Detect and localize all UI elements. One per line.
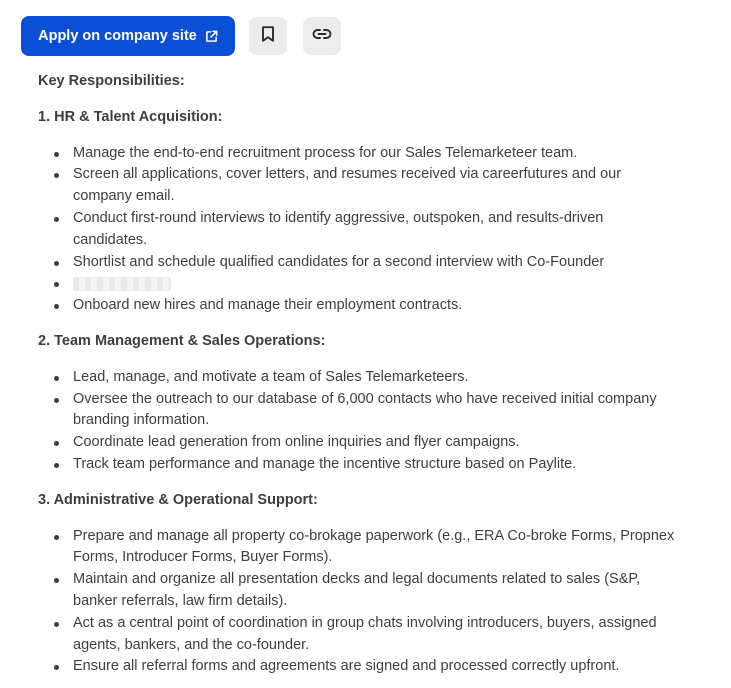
- list-item: Prepare and manage all property co-brokage paperwork (e.g., ERA Co-broke Forms, Propnex Forms, Introducer Forms, Buyer Forms).: [38, 526, 678, 570]
- list-item: Track team performance and manage the incentive structure based on Paylite.: [38, 454, 678, 476]
- section-title-admin-support: 3. Administrative & Operational Support:: [38, 491, 318, 508]
- list-item: Lead, manage, and motivate a team of Sales Telemarketeers.: [38, 367, 678, 389]
- link-icon: [312, 27, 332, 45]
- bookmark-icon: [260, 25, 276, 48]
- bookmark-button[interactable]: [249, 17, 287, 55]
- list-item: Screen all applications, cover letters, and resumes received via careerfutures and our company email.: [38, 164, 678, 208]
- team-management-list: [38, 367, 678, 476]
- section-title-hr: 1. HR & Talent Acquisition:: [38, 108, 223, 125]
- list-item: Conduct first-round interviews to identify aggressive, outspoken, and results-driven candidates.: [38, 208, 678, 252]
- job-description: [38, 70, 678, 678]
- job-actions-toolbar: [21, 16, 341, 56]
- external-link-icon: [205, 30, 218, 43]
- apply-button-label: Apply on company site: [38, 28, 197, 44]
- redacted-line: [38, 273, 678, 295]
- list-item: Maintain and organize all presentation decks and legal documents related to sales (S&P, banker referrals, law firm details).: [38, 569, 678, 613]
- section-title-team-management: 2. Team Management & Sales Operations:: [38, 332, 326, 349]
- copy-link-button[interactable]: [303, 17, 341, 55]
- admin-support-list: [38, 526, 678, 679]
- redacted-name: [73, 277, 171, 291]
- list-item: Oversee the outreach to our database of 6,000 contacts who have received initial company branding information.: [38, 389, 678, 433]
- list-item: Coordinate lead generation from online inquiries and flyer campaigns.: [38, 432, 678, 454]
- list-item: Ensure all referral forms and agreements are signed and processed correctly upfront.: [38, 656, 678, 678]
- list-item: Shortlist and schedule qualified candidates for a second interview with Co-Founder: [38, 252, 678, 274]
- key-responsibilities-heading: Key Responsibilities:: [38, 73, 185, 89]
- hr-responsibilities-list: [38, 143, 678, 317]
- list-item: Act as a central point of coordination in group chats involving introducers, buyers, assigned agents, bankers, and the co-founder.: [38, 613, 678, 657]
- list-item: Manage the end-to-end recruitment process for our Sales Telemarketeer team.: [38, 143, 678, 165]
- list-item: Onboard new hires and manage their employment contracts.: [38, 295, 678, 317]
- apply-on-company-site-button[interactable]: [21, 16, 235, 56]
